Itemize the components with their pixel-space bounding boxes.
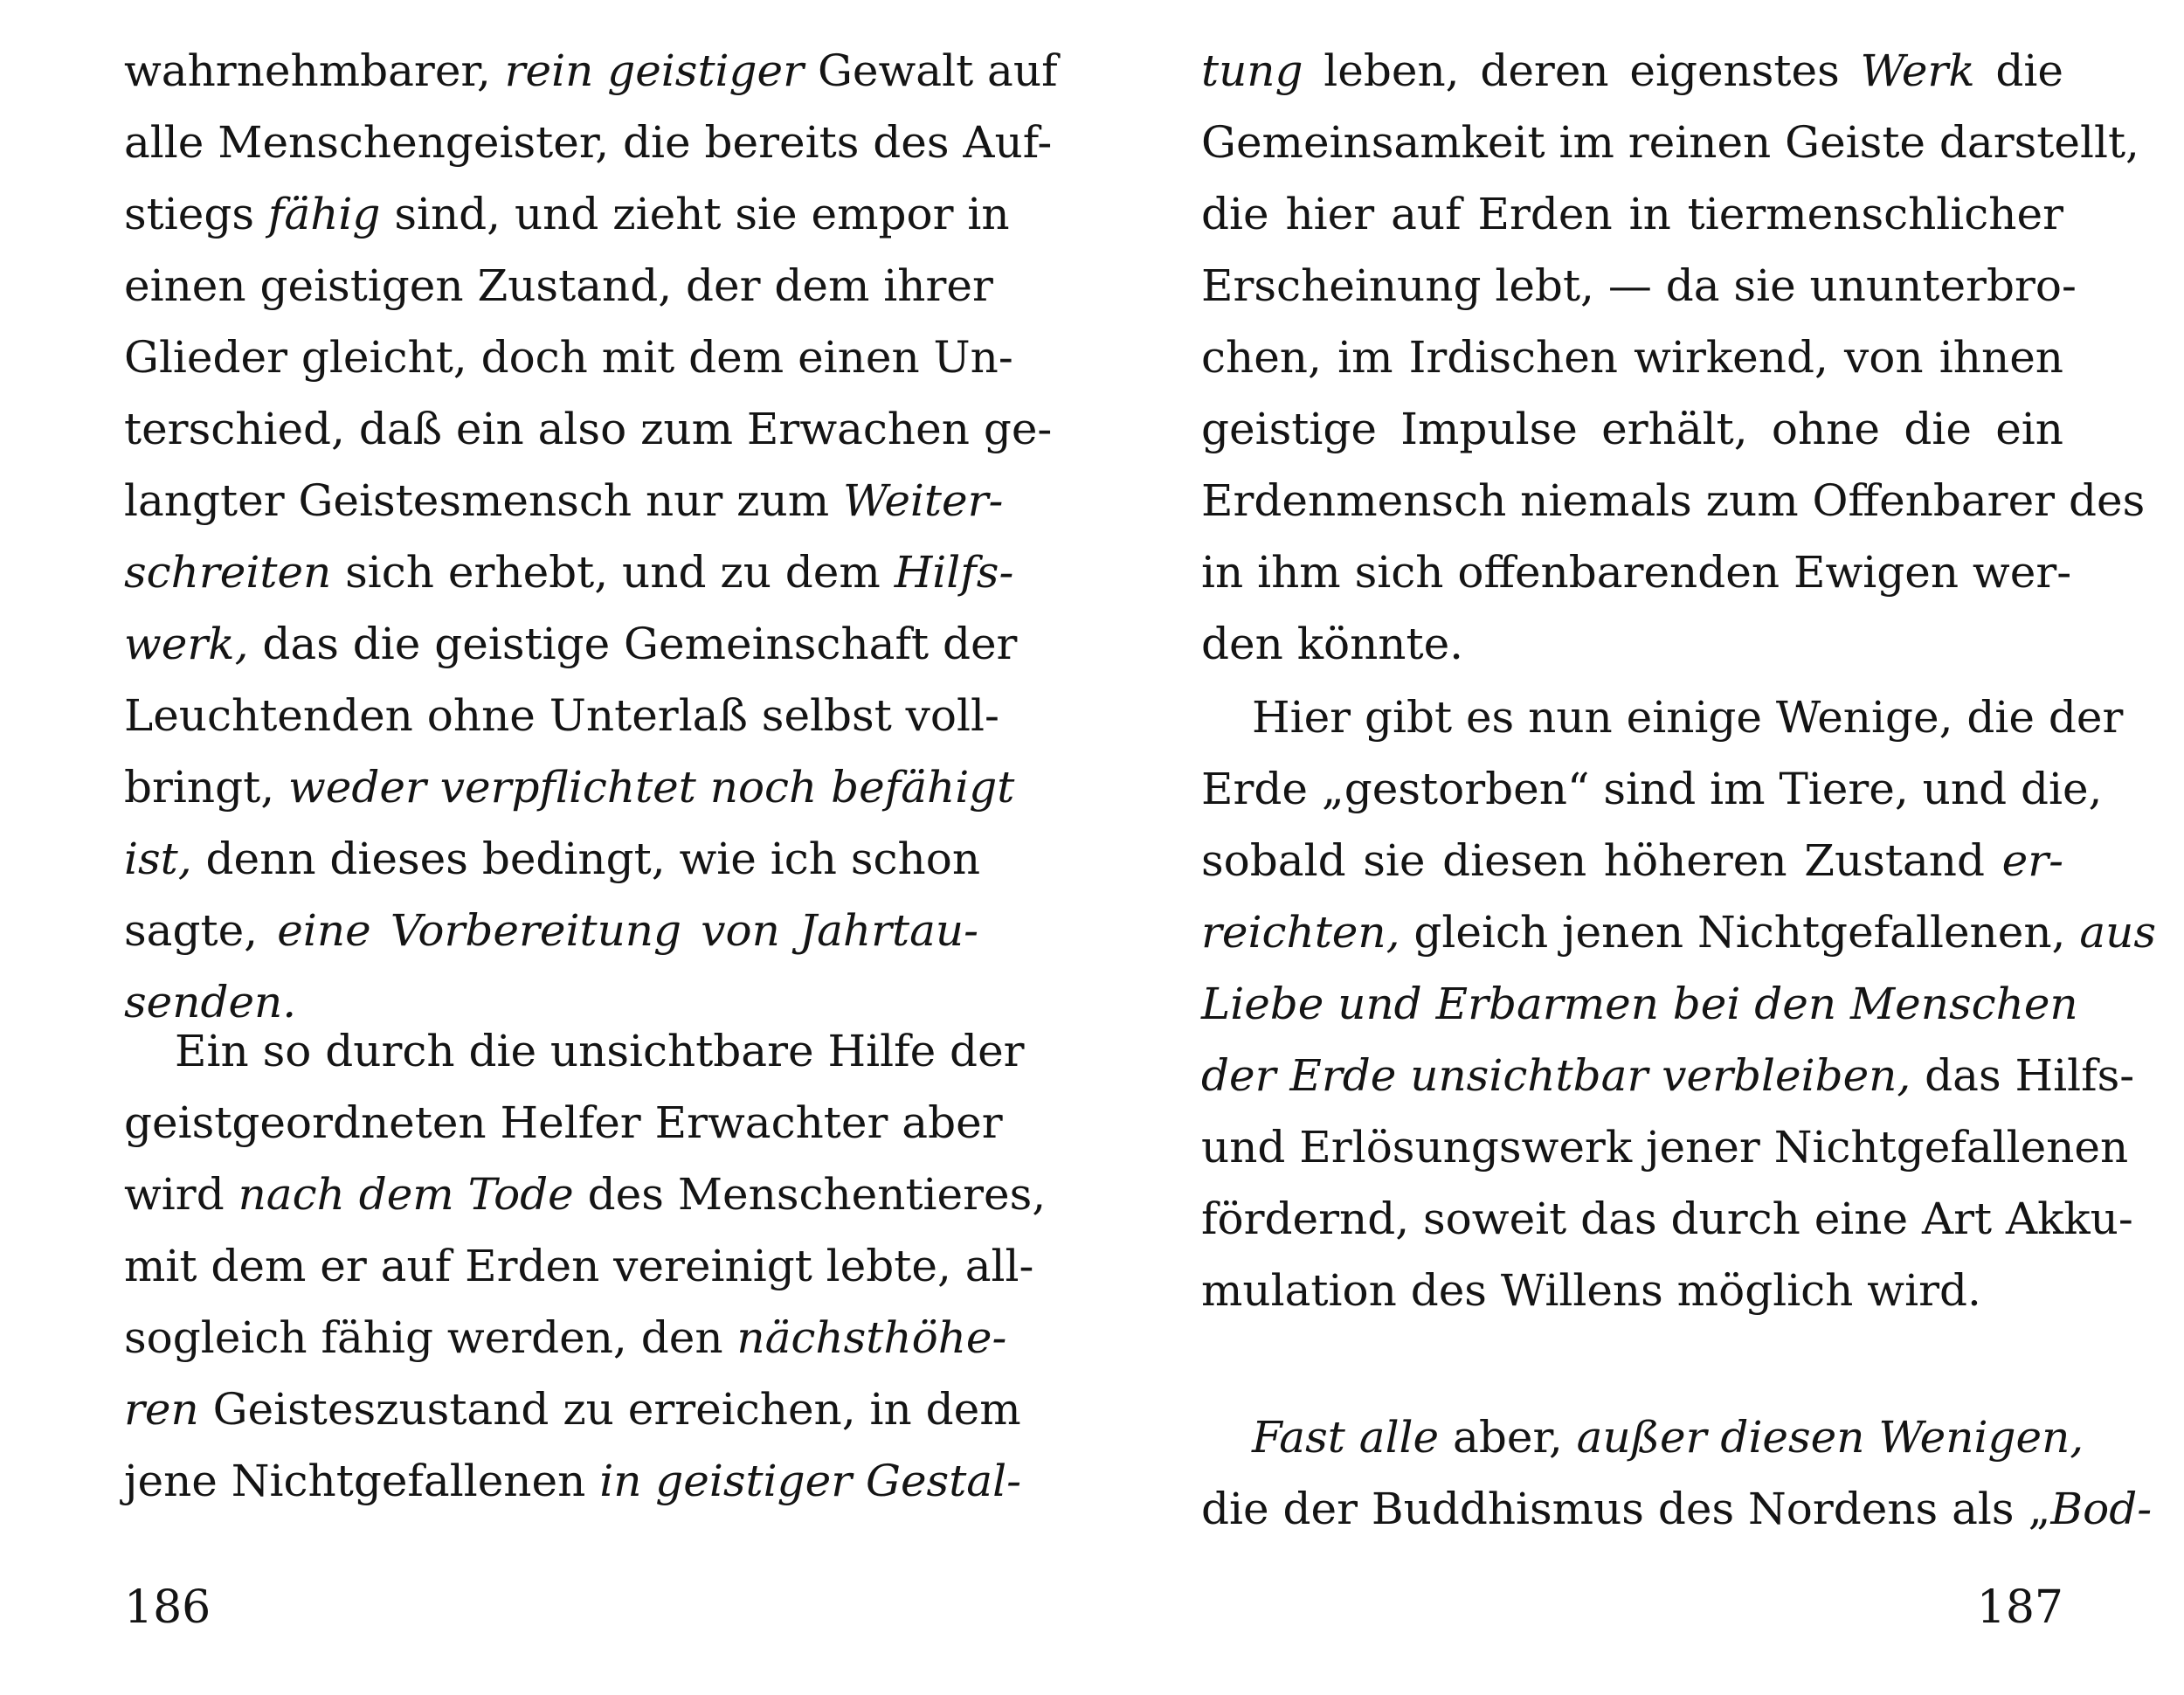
text-segment: Hilfs-	[894, 547, 1014, 598]
text-line	[124, 107, 1053, 178]
text-line	[1201, 322, 2063, 393]
text-segment: senden.	[124, 977, 297, 1027]
text-line	[124, 322, 1013, 393]
text-segment: fähig	[267, 189, 381, 239]
right-page	[1092, 0, 2184, 1695]
text-segment: aus	[2079, 907, 2156, 958]
text-line	[124, 393, 1053, 465]
text-segment: den könnte.	[1201, 619, 1464, 669]
text-segment: Erdenmensch niemals zum Offenbarer des	[1201, 475, 2146, 526]
text-line	[124, 1159, 1047, 1230]
text-line	[1201, 536, 2072, 608]
page-number: 187	[1976, 1581, 2063, 1634]
text-segment: nach dem Tode	[238, 1169, 574, 1220]
text-line	[124, 895, 978, 966]
text-line	[124, 1015, 1025, 1087]
text-segment: außer diesen Wenigen,	[1576, 1412, 2084, 1463]
text-line	[124, 751, 1015, 823]
text-segment: Geisteszustand zu erreichen, in dem	[198, 1384, 1021, 1435]
text-line	[1201, 1255, 2063, 1326]
text-line	[124, 250, 993, 322]
text-line	[124, 1087, 1003, 1159]
text-segment: stiegs	[124, 189, 268, 239]
text-segment: sobald sie diesen höheren Zustand	[1201, 835, 2002, 886]
text-segment: denn dieses bedingt, wie ich schon	[191, 834, 981, 884]
text-segment: Bod-	[2050, 1484, 2153, 1534]
text-segment: er-	[2001, 835, 2063, 886]
text-line	[1201, 465, 2146, 536]
text-line	[1201, 896, 2156, 968]
text-segment: Leuchtenden ohne Unterlaß selbst voll-	[124, 690, 999, 741]
text-segment: sagte,	[124, 905, 278, 956]
paragraph	[124, 35, 1058, 1038]
text-line	[1201, 825, 2063, 896]
text-segment: und Erlösungswerk jener Nichtgefallenen	[1201, 1122, 2129, 1173]
text-segment: bringt,	[124, 762, 288, 813]
text-segment: in geistiger Gestal-	[599, 1456, 1021, 1506]
text-segment: die der Buddhismus des Nordens als „	[1201, 1484, 2051, 1534]
text-segment: der Erde unsichtbar verbleiben,	[1201, 1050, 1911, 1101]
text-segment: Hier gibt es nun einige Wenige, die der	[1252, 692, 2124, 743]
text-line	[124, 1302, 1007, 1373]
text-line	[124, 35, 1058, 107]
text-segment: geistige Impulse erhält, ohne die ein	[1201, 404, 2063, 454]
text-segment: sind, und zieht sie empor in	[380, 189, 1010, 239]
text-segment: fördernd, soweit das durch eine Art Akku-	[1201, 1193, 2133, 1244]
text-segment: einen geistigen Zustand, der dem ihrer	[124, 260, 993, 311]
text-segment: ren	[124, 1384, 199, 1435]
text-line	[1201, 1401, 2084, 1473]
text-line	[124, 608, 1018, 680]
text-segment: nächsthöhe-	[736, 1312, 1007, 1363]
text-segment: sogleich fähig werden, den	[124, 1312, 737, 1363]
text-segment: weder verpflichtet noch befähigt	[288, 762, 1015, 813]
text-segment: Weiter-	[843, 475, 1004, 526]
text-segment: leben, deren eigenstes	[1303, 45, 1861, 96]
text-segment: Werk	[1860, 45, 1975, 96]
text-segment: ist,	[124, 834, 192, 884]
text-segment: Ein so durch die unsichtbare Hilfe der	[175, 1026, 1025, 1076]
text-segment: terschied, daß ein also zum Erwachen ge-	[124, 404, 1053, 454]
text-segment: das Hilfs-	[1911, 1050, 2135, 1101]
paragraph	[1201, 35, 2146, 680]
text-line	[124, 1230, 1034, 1302]
text-segment: jene Nichtgefallenen	[124, 1456, 600, 1506]
text-segment: die	[1974, 45, 2063, 96]
text-segment: das die geistige Gemeinschaft der	[248, 619, 1018, 669]
text-segment: Glieder gleicht, doch mit dem einen Un-	[124, 332, 1013, 383]
text-segment: geistgeordneten Helfer Erwachter aber	[124, 1097, 1003, 1148]
text-segment: rein geistiger	[504, 45, 805, 96]
text-segment: Gemeinsamkeit im reinen Geiste darstellt,	[1201, 117, 2139, 168]
text-line	[1201, 1183, 2133, 1255]
text-segment: die hier auf Erden in tiermenschlicher	[1201, 189, 2063, 239]
text-line	[1201, 107, 2139, 178]
paragraph	[1201, 1401, 2153, 1545]
text-line	[1201, 393, 2063, 465]
text-segment: alle Menschengeister, die bereits des Auf-	[124, 117, 1053, 168]
page-number: 186	[124, 1581, 211, 1634]
paragraph	[124, 1015, 1047, 1517]
paragraph	[1201, 681, 2156, 1326]
text-segment: schreiten	[124, 547, 332, 598]
text-line	[1201, 753, 2103, 825]
text-segment: langter Geistesmensch nur zum	[124, 475, 844, 526]
text-segment: Erscheinung lebt, — da sie ununterbro-	[1201, 260, 2077, 311]
text-line	[124, 1373, 1021, 1445]
text-line	[124, 178, 1010, 250]
text-line	[1201, 1473, 2153, 1545]
text-line	[1201, 35, 2063, 107]
text-line	[1201, 968, 2078, 1040]
text-segment: aber,	[1439, 1412, 1577, 1463]
text-line	[124, 823, 981, 895]
text-line	[1201, 681, 2124, 753]
text-segment: eine Vorbereitung von Jahrtau-	[277, 905, 978, 956]
text-segment: in ihm sich offenbarenden Ewigen wer-	[1201, 547, 2072, 598]
text-segment: mit dem er auf Erden vereinigt lebte, all-	[124, 1241, 1034, 1291]
text-line	[1201, 1040, 2135, 1111]
text-line	[124, 536, 1014, 608]
text-segment: wahrnehmbarer,	[124, 45, 505, 96]
text-line	[124, 1445, 1021, 1517]
text-segment: Liebe und Erbarmen bei den Menschen	[1201, 979, 2078, 1029]
text-line	[124, 680, 999, 751]
text-line	[1201, 1111, 2129, 1183]
text-segment: Fast alle	[1252, 1412, 1440, 1463]
text-segment: des Menschentieres,	[573, 1169, 1047, 1220]
text-line	[124, 465, 1004, 536]
text-segment: werk,	[124, 619, 249, 669]
text-line	[1201, 250, 2077, 322]
text-segment: tung	[1201, 45, 1303, 96]
text-segment: Gewalt auf	[804, 45, 1058, 96]
text-line	[1201, 608, 2063, 680]
text-segment: sich erhebt, und zu dem	[331, 547, 895, 598]
text-segment: gleich jenen Nichtgefallenen,	[1400, 907, 2080, 958]
text-segment: Erde „gestorben“ sind im Tiere, und die,	[1201, 764, 2103, 814]
text-segment: chen, im Irdischen wirkend, von ihnen	[1201, 332, 2063, 383]
text-line	[1201, 178, 2063, 250]
text-segment: reichten,	[1201, 907, 1400, 958]
text-segment: mulation des Willens möglich wird.	[1201, 1265, 1981, 1316]
text-segment: wird	[124, 1169, 238, 1220]
